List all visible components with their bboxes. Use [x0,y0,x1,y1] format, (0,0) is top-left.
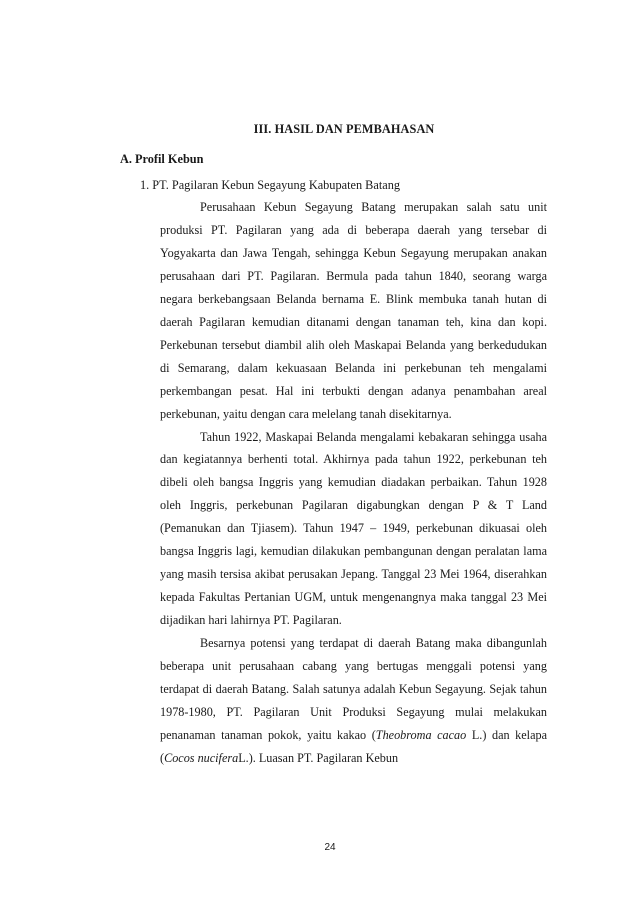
paragraph-3-text-c: L.). Luasan PT. Pagilaran Kebun [238,750,399,765]
body-text [160,196,547,770]
species-name-theobroma: Theobroma cacao [375,727,467,742]
chapter-title: III. HASIL DAN PEMBAHASAN [253,122,435,136]
subsection-heading: 1. PT. Pagilaran Kebun Segayung Kabupaten Batang [140,178,400,192]
page-number: 24 [324,842,336,853]
paragraph-3 [160,632,547,770]
paragraph-1: Perusahaan Kebun Segayung Batang merupakan salah satu unit produksi PT. Pagilaran yang ada di beberapa daerah yang tersebar di Yogyakarta dan Jawa Tengah, sehingga Kebun Segayung merupakan anakan perusahaan dari PT. Pagilaran. Bermula pada tahun 1840, seorang warga negara berkebangsaan Belanda bernama E. Blink membuka tanah hutan di daerah Pagilaran kemudian ditanami dengan tanaman teh, kina dan kopi. Perkebunan tersebut diambil alih oleh Maskapai Belanda yang berkedudukan di Semarang, dalam kekuasaan Belanda ini perkebunan teh mengalami perkembangan pesat. Hal ini terbukti dengan adanya penambahan areal perkebunan, yaitu dengan cara melelang tanah disekitarnya. [160,200,547,421]
species-name-cocos: Cocos nucifera [164,750,239,765]
section-heading: A. Profil Kebun [120,152,204,166]
paragraph-3-text-b: L.) dan kelapa ( [160,727,547,765]
paragraph-2: Tahun 1922, Maskapai Belanda mengalami kebakaran sehingga usaha dan kegiatannya berhenti total. Akhirnya pada tahun 1922, perkebunan teh dibeli oleh bangsa Inggris yang kemudian diadakan perbaikan. Tahun 1928 oleh Inggris, perkebunan Pagilaran digabungkan dengan P & T Land (Pemanukan dan Tjiasem). Tahun 1947 – 1949, perkebunan dikuasai oleh bangsa Inggris lagi, kemudian dilakukan pembangunan dengan peralatan lama yang masih tersisa akibat perusakan Jepang. Tanggal 23 Mei 1964, diserahkan kepada Fakultas Pertanian UGM, untuk mengenangnya maka tanggal 23 Mei dijadikan hari lahirnya PT. Pagilaran. [160,429,547,628]
paragraph-3-text-a: Besarnya potensi yang terdapat di daerah Batang maka dibangunlah beberapa unit perusahaan cabang yang bertugas menggali potensi yang terdapat di daerah Batang. Salah satunya adalah Kebun Segayung. Sejak tahun 1978-1980, PT. Pagilaran Unit Produksi Segayung mulai melakukan penanaman tanaman pokok, yaitu kakao ( [160,636,547,742]
